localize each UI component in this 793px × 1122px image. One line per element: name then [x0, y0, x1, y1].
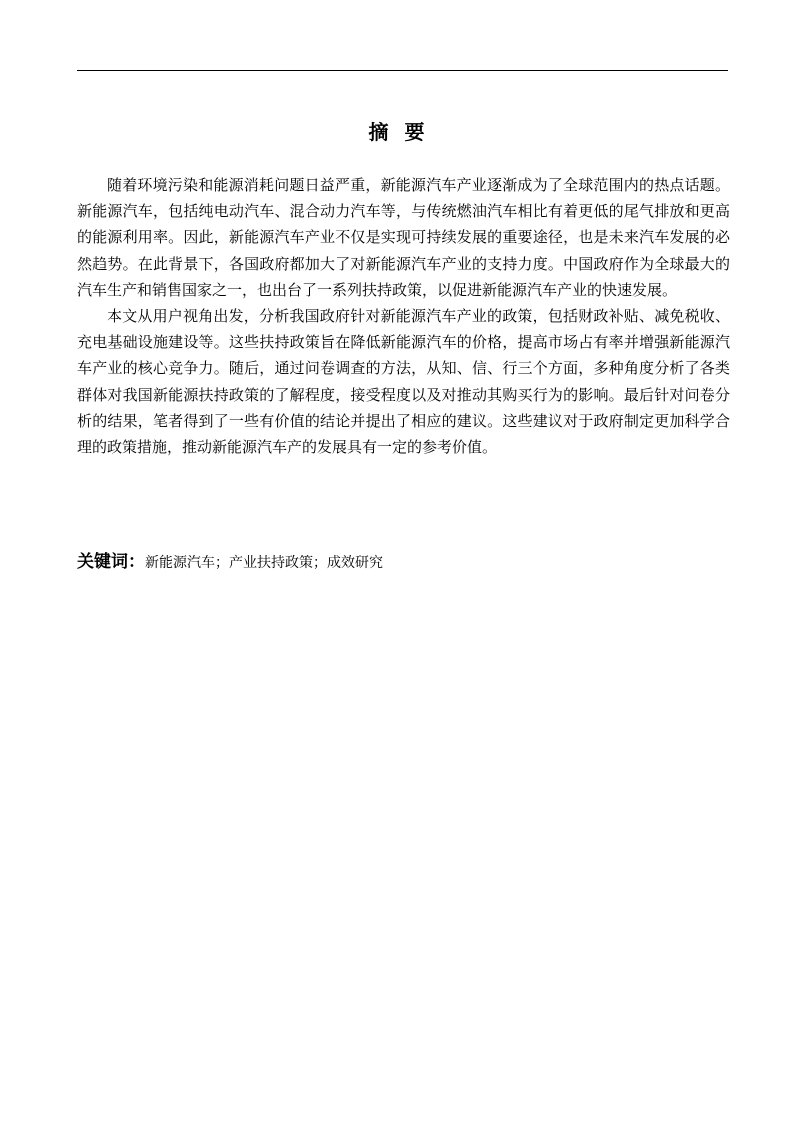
abstract-body: [77, 172, 730, 460]
abstract-paragraph-2: 本文从用户视角出发，分析我国政府针对新能源汽车产业的政策，包括财政补贴、减免税收、充电基础设施建设等。这些扶持政策旨在降低新能源汽车的价格，提高市场占有率并增强新能源汽车产业的核心竞争力。随后，通过问卷调查的方法，从知、信、行三个方面，多种角度分析了各类群体对我国新能源扶持政策的了解程度，接受程度以及对推动其购买行为的影响。最后针对问卷分析的结果，笔者得到了一些有价值的结论并提出了相应的建议。这些建议对于政府制定更加科学合理的政策措施，推动新能源汽车产的发展具有一定的参考价值。: [77, 307, 730, 457]
keywords-text: 新能源汽车；产业扶持政策；成效研究: [145, 555, 383, 571]
keywords-label: 关键词：: [77, 552, 145, 572]
keywords-line: [77, 549, 730, 576]
abstract-paragraph-1: 随着环境污染和能源消耗问题日益严重，新能源汽车产业逐渐成为了全球范围内的热点话题。新能源汽车，包括纯电动汽车、混合动力汽车等，与传统燃油汽车相比有着更低的尾气排放和更高的能源利用率。因此，新能源汽车产业不仅是实现可持续发展的重要途径，也是未来汽车发展的必然趋势。在此背景下，各国政府都加大了对新能源汽车产业的支持力度。中国政府作为全球最大的汽车生产和销售国家之一，也出台了一系列扶持政策，以促进新能源汽车产业的快速发展。: [77, 176, 730, 299]
page-title: 摘要: [368, 120, 441, 144]
header-rule: [77, 70, 728, 71]
